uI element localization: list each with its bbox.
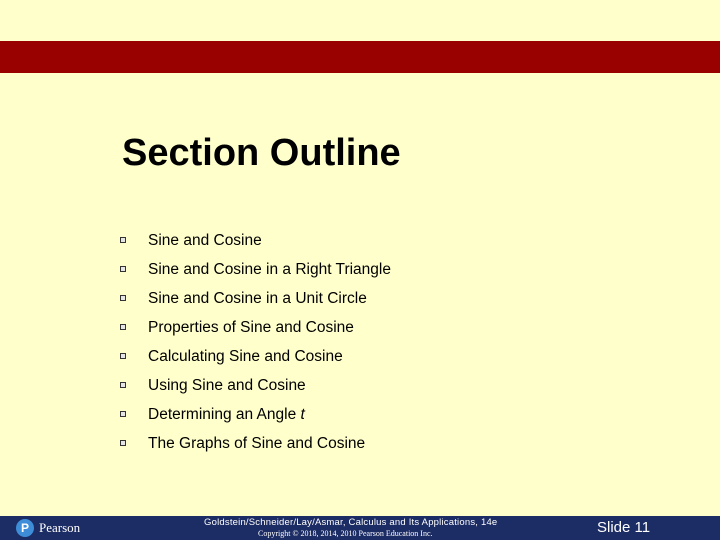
footer-credit: Goldstein/Schneider/Lay/Asmar, Calculus and Its Applications, 14e <box>204 517 498 528</box>
square-bullet-icon <box>120 411 126 417</box>
footer-bar <box>0 516 720 540</box>
slide-title: Section Outline <box>122 132 401 174</box>
pearson-logo-text: Pearson <box>39 520 81 535</box>
pearson-logo <box>16 519 80 537</box>
top-accent-band <box>0 41 720 73</box>
square-bullet-icon <box>120 382 126 388</box>
square-bullet-icon <box>120 440 126 446</box>
list-item-text: Sine and Cosine in a Unit Circle <box>148 290 367 307</box>
slide-number: Slide 11 <box>597 519 651 536</box>
square-bullet-icon <box>120 266 126 272</box>
square-bullet-icon <box>120 324 126 330</box>
list-item-text: Properties of Sine and Cosine <box>148 319 354 336</box>
square-bullet-icon <box>120 237 126 243</box>
list-item-variable: t <box>300 406 305 423</box>
list-item-text: The Graphs of Sine and Cosine <box>148 435 366 452</box>
square-bullet-icon <box>120 353 126 359</box>
list-item-text: Determining an Angle <box>148 406 301 423</box>
square-bullet-icon <box>120 295 126 301</box>
list-item-text: Calculating Sine and Cosine <box>148 348 343 365</box>
pearson-logo-icon: P <box>16 519 34 537</box>
list-item-text: Sine and Cosine <box>148 232 262 249</box>
footer-copyright: Copyright © 2018, 2014, 2010 Pearson Education Inc. <box>258 529 433 538</box>
list-item-text: Using Sine and Cosine <box>148 377 306 394</box>
list-item-text: Sine and Cosine in a Right Triangle <box>148 261 391 278</box>
